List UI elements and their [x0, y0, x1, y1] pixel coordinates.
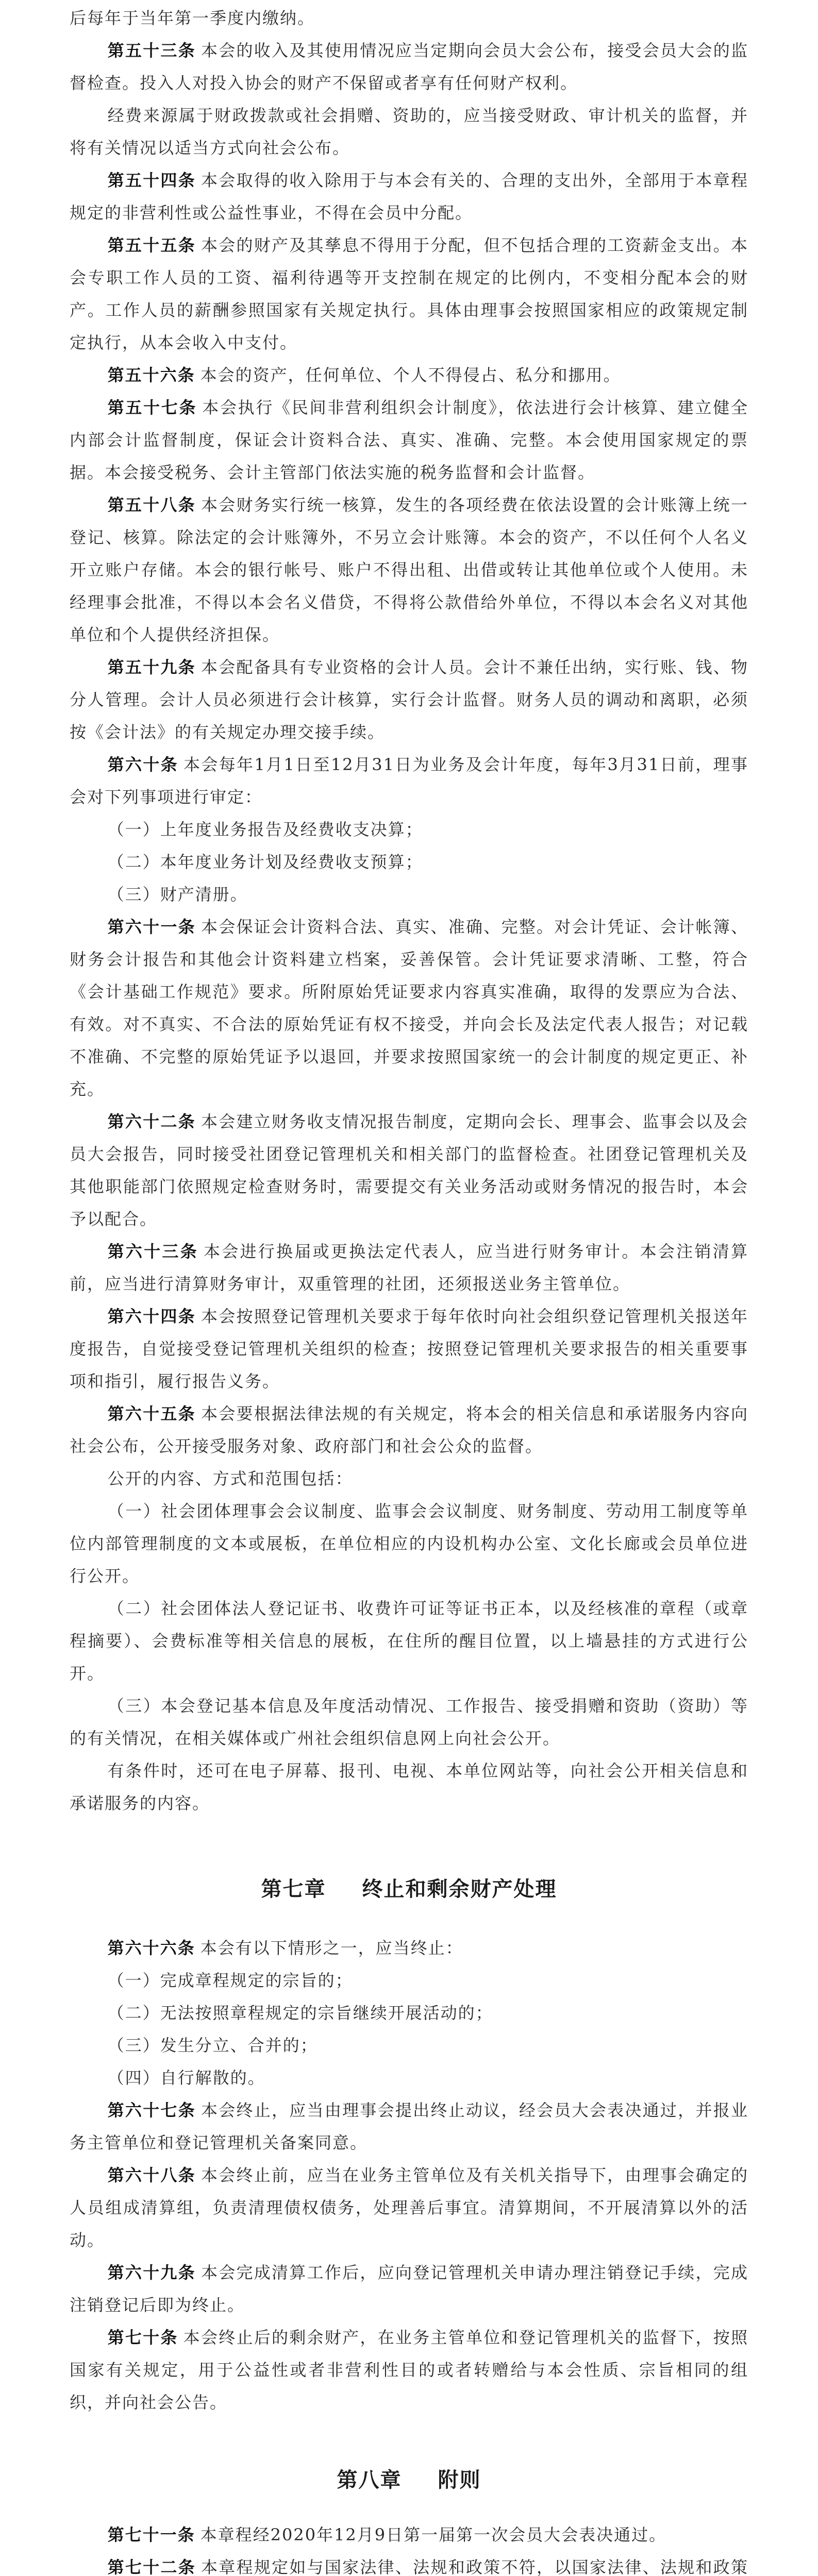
paragraph-text: 本会终止后的剩余财产，在业务主管单位和登记管理机关的监督下，按照国家有关规定，用于公益性或者非营利性目的或者转赠给与本会性质、宗旨相同的组织，并向社会公告。	[70, 2328, 748, 2412]
article-number: 第六十七条	[107, 2100, 196, 2120]
chapter-7-title: 终止和剩余财产处理	[362, 1877, 557, 1901]
paragraph	[70, 1463, 748, 1495]
paragraph-text: 本会完成清算工作后，应向登记管理机关申请办理注销登记手续，完成注销登记后即为终止。	[70, 2263, 748, 2315]
article-number: 第五十八条	[107, 495, 196, 515]
paragraph-text: 本会按照登记管理机关要求于每年依时向社会组织登记管理机关报送年度报告，自觉接受登记管理机关组织的检查；按照登记管理机关要求报告的相关重要事项和指引，履行报告义务。	[70, 1307, 748, 1391]
chapter-8-heading	[70, 2462, 748, 2498]
article-number: 第五十四条	[107, 171, 196, 190]
article-number: 第六十九条	[107, 2263, 196, 2282]
article-number: 第六十八条	[107, 2165, 196, 2185]
paragraph	[70, 1932, 748, 1964]
paragraph	[70, 2159, 748, 2257]
paragraph-text: 本会保证会计资料合法、真实、准确、完整。对会计凭证、会计帐簿、财务会计报告和其他会计资料建立档案，妥善保管。会计凭证要求清晰、工整，符合《会计基础工作规范》要求。所附原始凭证要求内容真实准确，取得的发票应为合法、有效。对不真实、不合法的原始凭证有权不接受，并向会长及法定代表人报告；对记载不准确、不完整的原始凭证予以退回，并要求按照国家统一的会计制度的规定更正、补充。	[70, 917, 748, 1099]
termination-section	[70, 1932, 748, 2419]
paragraph-text: 经费来源属于财政拨款或社会捐赠、资助的，应当接受财政、审计机关的监督，并将有关情况以适当方式向社会公布。	[70, 106, 748, 158]
paragraph	[70, 878, 748, 911]
paragraph-text: 本会配备具有专业资格的会计人员。会计不兼任出纳，实行账、钱、物分人管理。会计人员必须进行会计核算，实行会计监督。财务人员的调动和离职，必须按《会计法》的有关规定办理交接手续。	[70, 657, 748, 742]
article-number: 第六十一条	[107, 917, 196, 937]
paragraph	[70, 2551, 748, 2576]
paragraph-text: 本会执行《民间非营利组织会计制度》，依法进行会计核算、建立健全内部会计监督制度，保证会计资料合法、真实、准确、完整。本会使用国家规定的票据。本会接受税务、会计主管部门依法实施的税务监督和会计监督。	[70, 398, 748, 482]
article-number: 第六十条	[107, 755, 178, 774]
paragraph-text: （三）财产清册。	[107, 885, 248, 904]
paragraph	[70, 164, 748, 229]
paragraph-text: （三）发生分立、合并的；	[107, 2036, 318, 2055]
paragraph-text: （一）上年度业务报告及经费收支决算；	[107, 820, 423, 839]
paragraph-text: 本会终止前，应当在业务主管单位及有关机关指导下，由理事会确定的人员组成清算组，负责清理债权债务，处理善后事宜。清算期间，不开展清算以外的活动。	[70, 2165, 748, 2250]
article-number: 第六十三条	[107, 1242, 198, 1261]
paragraph	[70, 229, 748, 359]
article-number: 第五十五条	[107, 235, 196, 255]
chapter-8-number: 第八章	[337, 2468, 402, 2492]
article-number: 第五十六条	[107, 365, 195, 385]
paragraph-text: 本会终止，应当由理事会提出终止动议，经会员大会表决通过，并报业务主管单位和登记管理机关备案同意。	[70, 2100, 748, 2153]
paragraph	[70, 1300, 748, 1398]
chapter-7-heading	[70, 1871, 748, 1907]
paragraph	[70, 359, 748, 392]
paragraph	[70, 814, 748, 846]
paragraph	[70, 911, 748, 1106]
paragraph-text: 本会财务实行统一核算，发生的各项经费在依法设置的会计账簿上统一登记、核算。除法定的会计账簿外，不另立会计账簿。本会的资产，不以任何个人名义开立账户存储。本会的银行帐号、账户不得出租、出借或转让其他单位或个人使用。未经理事会批准，不得以本会名义借贷，不得将公款借给外单位，不得以本会名义对其他单位和个人提供经济担保。	[70, 495, 748, 645]
paragraph-text: 本章程规定如与国家法律、法规和政策不符，以国家法律、法规和政策	[201, 2557, 748, 2576]
paragraph-text: 本会取得的收入除用于与本会有关的、合理的支出外，全部用于本章程规定的非营利性或公益性事业，不得在会员中分配。	[70, 171, 748, 223]
paragraph	[70, 1964, 748, 1997]
paragraph	[70, 392, 748, 489]
chapter-8-title: 附则	[438, 2468, 481, 2492]
paragraph-text: （二）本年度业务计划及经费收支预算；	[107, 852, 423, 872]
paragraph	[70, 651, 748, 749]
article-number: 第六十六条	[107, 1938, 195, 1958]
article-number: 第六十五条	[107, 1404, 196, 1423]
paragraph-text: 本会进行换届或更换法定代表人，应当进行财务审计。本会注销清算前，应当进行清算财务审计，双重管理的社团，还须报送业务主管单位。	[70, 1242, 748, 1294]
paragraph	[70, 1495, 748, 1592]
article-number: 第五十三条	[107, 41, 196, 60]
article-number: 第五十七条	[107, 398, 197, 417]
paragraph	[70, 1106, 748, 1235]
paragraph	[70, 2257, 748, 2321]
supplementary-section	[70, 2519, 748, 2576]
paragraph-text: （三）本会登记基本信息及年度活动情况、工作报告、接受捐赠和资助（资助）等的有关情况，在相关媒体或广州社会组织信息网上向社会公开。	[70, 1696, 748, 1748]
paragraph	[70, 1755, 748, 1820]
paragraph-text: 本会的资产，任何单位、个人不得侵占、私分和挪用。	[200, 365, 621, 385]
finance-section	[70, 2, 748, 1820]
paragraph	[70, 99, 748, 164]
paragraph-text: （二）社会团体法人登记证书、收费许可证等证书正本，以及经核准的章程（或章程摘要）、会费标准等相关信息的展板，在住所的醒目位置，以上墙悬挂的方式进行公开。	[70, 1599, 748, 1683]
article-number: 第五十九条	[107, 657, 196, 677]
paragraph-text: 本会的财产及其孳息不得用于分配，但不包括合理的工资薪金支出。本会专职工作人员的工资、福利待遇等开支控制在规定的比例内，不变相分配本会的财产。工作人员的薪酬参照国家有关规定执行。具体由理事会按照国家相应的政策规定制定执行，从本会收入中支付。	[70, 235, 748, 352]
paragraph	[70, 2062, 748, 2094]
paragraph-text: （一）社会团体理事会会议制度、监事会会议制度、财务制度、劳动用工制度等单位内部管理制度的文本或展板，在单位相应的内设机构办公室、文化长廊或会员单位进行公开。	[70, 1501, 748, 1586]
paragraph	[70, 2, 748, 35]
paragraph-text: 本会有以下情形之一，应当终止：	[200, 1938, 463, 1958]
article-number: 第七十条	[107, 2328, 178, 2347]
paragraph	[70, 846, 748, 878]
paragraph	[70, 489, 748, 651]
paragraph-text: 本会的收入及其使用情况应当定期向会员大会公布，接受会员大会的监督检查。投入人对投入协会的财产不保留或者享有任何财产权利。	[70, 41, 748, 93]
paragraph	[70, 2029, 748, 2062]
paragraph-text: 本会要根据法律法规的有关规定，将本会的相关信息和承诺服务内容向社会公布，公开接受服务对象、政府部门和社会公众的监督。	[70, 1404, 748, 1456]
paragraph-text: 本章程经2020年12月9日第一届第一次会员大会表决通过。	[200, 2525, 667, 2545]
paragraph-text: 后每年于当年第一季度内缴纳。	[70, 8, 315, 28]
article-number: 第六十二条	[107, 1112, 196, 1131]
chapter-7-number: 第七章	[261, 1877, 326, 1901]
paragraph	[70, 2094, 748, 2159]
paragraph	[70, 2321, 748, 2419]
paragraph	[70, 35, 748, 99]
paragraph-text: 公开的内容、方式和范围包括：	[107, 1469, 353, 1488]
paragraph	[70, 2519, 748, 2551]
paragraph	[70, 749, 748, 814]
article-number: 第七十一条	[107, 2525, 195, 2545]
paragraph-text: 本会建立财务收支情况报告制度，定期向会长、理事会、监事会以及会员大会报告，同时接受社团登记管理机关和相关部门的监督检查。社团登记管理机关及其他职能部门依照规定检查财务时，需要提交有关业务活动或财务情况的报告时，本会予以配合。	[70, 1112, 748, 1229]
paragraph	[70, 1235, 748, 1300]
paragraph-text: （四）自行解散的。	[107, 2068, 265, 2088]
paragraph	[70, 1997, 748, 2029]
paragraph-text: 本会每年1月1日至12月31日为业务及会计年度，每年3月31日前，理事会对下列事项进行审定：	[70, 755, 748, 807]
paragraph	[70, 1398, 748, 1463]
paragraph-text: （二）无法按照章程规定的宗旨继续开展活动的；	[107, 2003, 493, 2023]
article-number: 第六十四条	[107, 1307, 196, 1326]
paragraph	[70, 1592, 748, 1690]
paragraph-text: 有条件时，还可在电子屏幕、报刊、电视、本单位网站等，向社会公开相关信息和承诺服务的内容。	[70, 1761, 748, 1813]
paragraph-text: （一）完成章程规定的宗旨的；	[107, 1971, 353, 1990]
paragraph	[70, 1690, 748, 1755]
article-number: 第七十二条	[107, 2557, 196, 2576]
